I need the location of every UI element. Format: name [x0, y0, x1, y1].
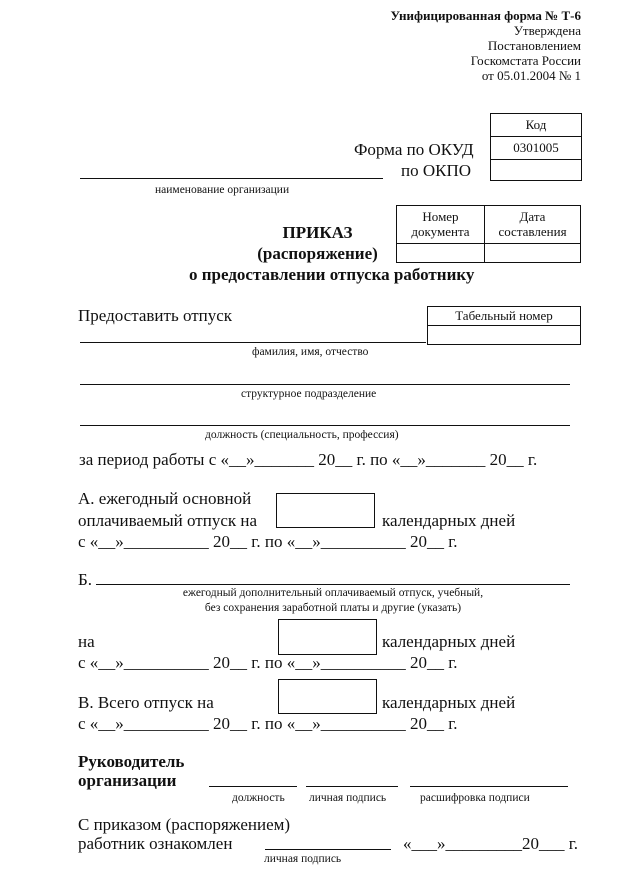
org-name-line[interactable]: [80, 178, 383, 179]
dept-caption: структурное подразделение: [241, 388, 377, 400]
doc-number-header: [396, 205, 485, 244]
section-b-on: на: [78, 632, 95, 651]
section-v-label: В. Всего отпуск на: [78, 693, 214, 712]
doc-date-field[interactable]: [484, 243, 581, 263]
code-header: Код: [490, 113, 582, 137]
resolution-text: Постановлением: [487, 38, 581, 53]
head-label-line2: организации: [78, 771, 177, 790]
head-signature-line[interactable]: [306, 786, 398, 787]
head-position-line[interactable]: [209, 786, 297, 787]
okpo-value[interactable]: [490, 159, 582, 181]
employee-signature-line[interactable]: [265, 849, 391, 850]
okud-value[interactable]: 0301005: [490, 136, 582, 160]
section-b-caption1: ежегодный дополнительный оплачиваемый отпуск, учебный,: [182, 587, 484, 599]
position-line[interactable]: [80, 425, 570, 426]
doc-number-header-line1: Номер: [422, 209, 459, 224]
resolution-date: от 05.01.2004 № 1: [481, 68, 581, 83]
title-subject: о предоставлении отпуска работнику: [189, 265, 475, 284]
head-label-line1: Руководитель: [78, 752, 185, 771]
doc-date-header-line2: составления: [498, 224, 567, 239]
head-decoding-caption: расшифровка подписи: [420, 792, 530, 804]
grant-leave-label: Предоставить отпуск: [78, 306, 233, 325]
doc-number-header-line2: документа: [411, 224, 470, 239]
okpo-label: по ОКПО: [401, 161, 472, 180]
section-v-days-label: календарных дней: [382, 693, 516, 712]
form-name: Унифицированная форма № Т-6: [390, 8, 581, 23]
acquainted-line1: С приказом (распоряжением): [78, 815, 291, 834]
okud-label: Форма по ОКУД: [354, 140, 474, 159]
section-v-days-box[interactable]: [278, 679, 377, 714]
approved-text: Утверждена: [513, 23, 581, 38]
dept-line[interactable]: [80, 384, 570, 385]
agency-text: Госкомстата России: [470, 53, 581, 68]
section-a-days-box[interactable]: [276, 493, 375, 528]
title-instruction: (распоряжение): [257, 244, 378, 263]
doc-date-header-line1: Дата: [519, 209, 546, 224]
tab-number-field[interactable]: [427, 325, 581, 345]
section-b-label: Б.: [78, 570, 93, 589]
section-a-line2: оплачиваемый отпуск на: [78, 511, 258, 530]
head-signature-caption: личная подпись: [309, 792, 387, 804]
section-a-line1: А. ежегодный основной: [78, 489, 252, 508]
org-name-caption: наименование организации: [155, 184, 290, 196]
employee-signature-caption: личная подпись: [264, 853, 342, 865]
section-b-caption2: без сохранения заработной платы и другие (указать): [204, 602, 462, 614]
section-b-days-box[interactable]: [278, 619, 377, 655]
doc-number-field[interactable]: [396, 243, 485, 263]
title-order: ПРИКАЗ: [282, 223, 353, 242]
head-decoding-line[interactable]: [410, 786, 568, 787]
doc-date-header: [484, 205, 581, 244]
work-period[interactable]: за период работы с «__»_______ 20__ г. по «__»_______ 20__ г.: [79, 450, 538, 469]
section-v-dates[interactable]: с «__»__________ 20__ г. по «__»__________ 20__ г.: [78, 714, 458, 733]
position-caption: должность (специальность, профессия): [205, 429, 399, 441]
acquainted-date[interactable]: «___»_________20___ г.: [403, 834, 579, 853]
head-position-caption: должность: [232, 792, 285, 804]
section-b-line[interactable]: [96, 584, 570, 585]
acquainted-line2: работник ознакомлен: [78, 834, 233, 853]
section-a-dates[interactable]: с «__»__________ 20__ г. по «__»__________ 20__ г.: [78, 532, 458, 551]
fio-line[interactable]: [80, 342, 426, 343]
section-a-days-label: календарных дней: [382, 511, 516, 530]
fio-caption: фамилия, имя, отчество: [252, 346, 369, 358]
tab-number-header: Табельный номер: [427, 306, 581, 326]
section-b-dates[interactable]: с «__»__________ 20__ г. по «__»__________ 20__ г.: [78, 653, 458, 672]
section-b-days-label: календарных дней: [382, 632, 516, 651]
